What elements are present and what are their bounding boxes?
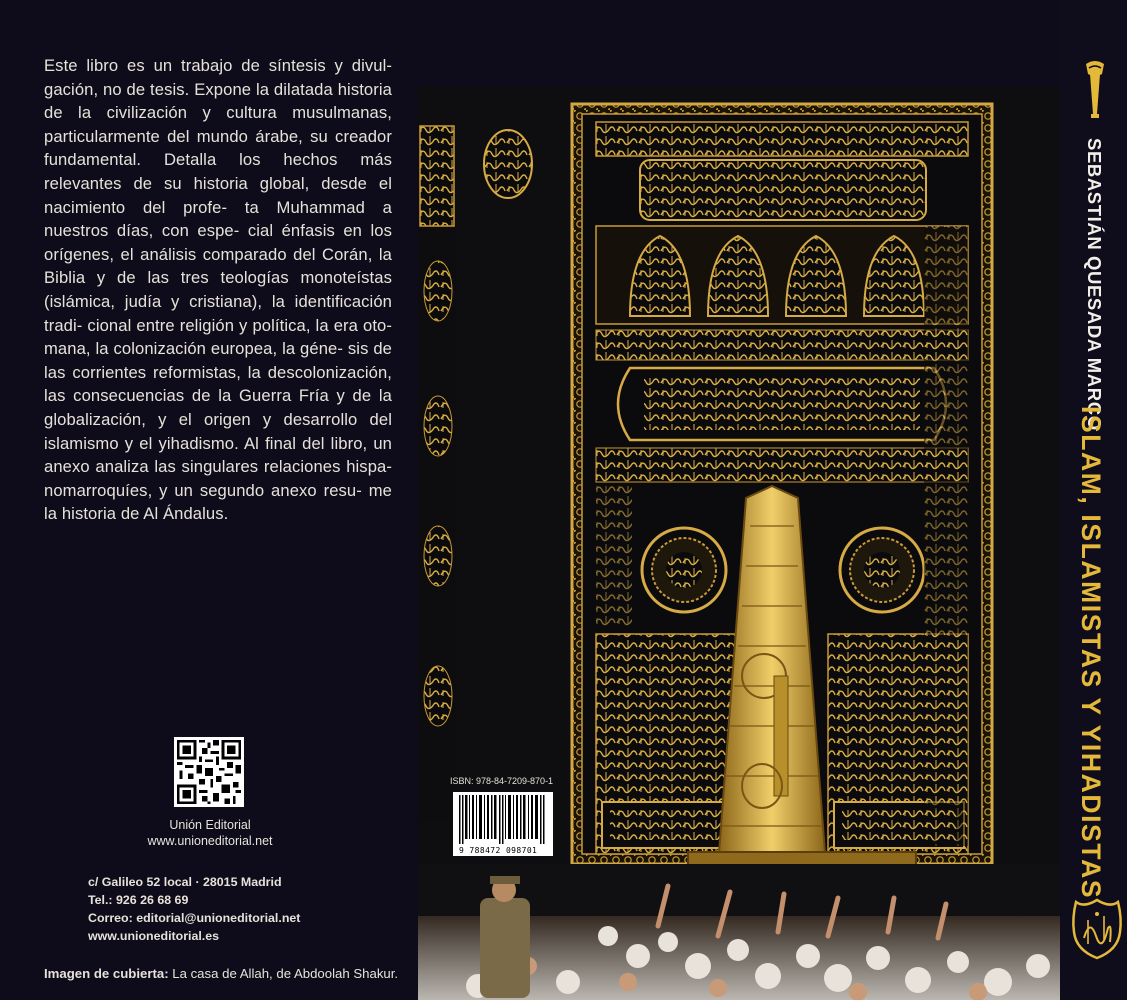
blurb-line: historia de la civilización y cultura: [44, 79, 392, 123]
calligraphy-seal-icon: [1070, 898, 1124, 960]
credit-text: La casa de Allah, de Abdoolah Shakur.: [168, 966, 399, 981]
isbn-barcode-block: [450, 776, 560, 856]
publisher-logo-icon: [1080, 58, 1110, 120]
blurb-line: cional entre religión y política, la era oto-: [87, 315, 392, 335]
blurb-line: mana, la colonización europea, la géne-: [44, 339, 343, 359]
qr-code[interactable]: [174, 737, 244, 807]
blurb-line: sis de las corrientes reformistas, la: [44, 339, 393, 382]
blurb-line: judía y cristiana), la identificación tradi-: [44, 291, 392, 335]
blurb-line: la Guerra Fría y de la globalización, y: [44, 386, 392, 429]
barcode-bars: [453, 792, 553, 844]
blurb-line: cial énfasis en los orígenes, el análisis: [44, 221, 392, 264]
contact-address: c/ Galileo 52 local · 28015 Madrid: [88, 875, 282, 889]
blurb-line: comparado del Corán, la Biblia y de las: [44, 244, 392, 288]
isbn-label: ISBN: 978-84-7209-870-1: [450, 776, 554, 786]
back-cover: [0, 0, 418, 1000]
blurb-line: musulmanas, particularmente del mundo: [44, 103, 392, 146]
contact-website[interactable]: www.unioneditorial.es: [88, 929, 220, 943]
blurb-line: yihadismo. Al final del libro, un anexo: [44, 433, 392, 477]
contact-phone: Tel.: 926 26 68 69: [88, 893, 189, 907]
barcode: [453, 792, 553, 856]
blurb-line: el origen y desarrollo del islamismo y el: [44, 409, 392, 453]
blurb-line: tres teologías monoteístas (islámica,: [44, 268, 392, 311]
blurb-line: gación, no de tesis. Expone la dilatada: [44, 79, 333, 99]
cover-image-credit: [44, 966, 404, 981]
blurb-line: me la historia de Al Ándalus.: [44, 480, 392, 524]
publisher-website[interactable]: www.unioneditorial.net: [147, 834, 273, 848]
blurb-line: analiza las singulares relaciones hispa-: [95, 457, 392, 477]
blurb-line: árabe, su creador fundamental. Detalla: [44, 126, 393, 170]
credit-label: Imagen de cubierta:: [44, 966, 169, 981]
blurb-line: descolonización, las consecuencias de: [44, 362, 392, 406]
barcode-digits: 9 788472 098701: [459, 846, 538, 855]
blurb-line: los hechos más relevantes de su historia: [44, 150, 392, 193]
kiswa-illustration: [418, 86, 1060, 1000]
publisher-name: Unión Editorial: [169, 818, 251, 832]
blurb-text: [44, 54, 392, 526]
spine-author: SEBASTIÁN QUESADA MARCO: [1084, 138, 1105, 431]
cover-image-kaaba-door: [418, 86, 1060, 1000]
publisher-contact: [88, 873, 348, 945]
spine-title: ISLAM, ISLAMISTAS Y YIHADISTAS: [1076, 406, 1106, 900]
blurb-line: Este libro es un trabajo de síntesis y divul-: [44, 56, 392, 75]
blurb-line: ta Muhammad a nuestros días, con espe-: [44, 197, 393, 241]
blurb-line: global, desde el nacimiento del profe-: [44, 173, 392, 217]
contact-email[interactable]: Correo: editorial@unioneditorial.net: [88, 911, 301, 925]
blurb-line: nomarroquíes, y un segundo anexo resu-: [44, 480, 362, 500]
